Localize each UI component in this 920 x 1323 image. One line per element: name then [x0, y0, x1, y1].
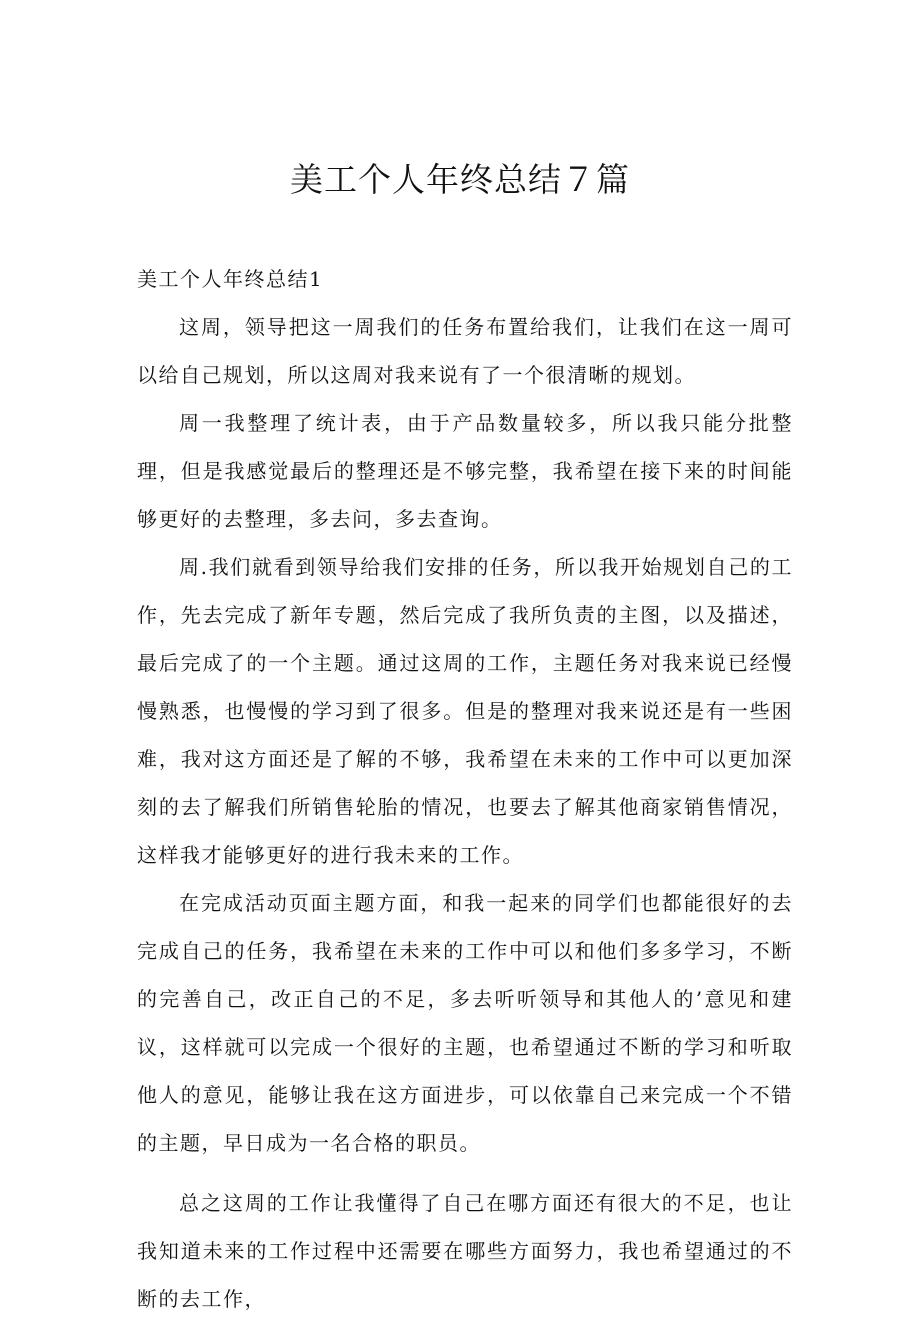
paragraph: 总之这周的工作让我懂得了自己在哪方面还有很大的不足，也让我知道未来的工作过程中还需要在哪些方面努力，我也希望通过的不断的去工作， — [137, 1191, 793, 1311]
paragraph: 周.我们就看到领导给我们安排的任务，所以我开始规划自己的工作，先去完成了新年专题，然后完成了我所负责的主图，以及描述，最后完成了的一个主题。通过这周的工作，主题任务对我来说已经慢慢熟悉，也慢慢的学习到了很多。但是的整理对我来说还是有一些困难，我对这方面还是了解的不够，我希望在未来的工作中可以更加深刻的去了解我们所销售轮胎的情况，也要去了解其他商家销售情况，这样我才能够更好的进行我未来的工作。 — [137, 555, 793, 867]
section-heading: 美工个人年终总结1 — [137, 267, 324, 291]
paragraph: 这周，领导把这一周我们的任务布置给我们，让我们在这一周可以给自己规划，所以这周对我来说有了一个很清晰的规划。 — [137, 315, 793, 387]
document-body — [137, 255, 793, 1323]
paragraph: 周一我整理了统计表，由于产品数量较多，所以我只能分批整理，但是我感觉最后的整理还是不够完整，我希望在接下来的时间能够更好的去整理，多去问，多去查询。 — [137, 411, 793, 531]
document-title: 美工个人年终总结７篇 — [290, 160, 630, 199]
paragraph: 在完成活动页面主题方面，和我一起来的同学们也都能很好的去完成自己的任务，我希望在未来的工作中可以和他们多多学习，不断的完善自己，改正自己的不足，多去听听领导和其他人的’意见和建议，这样就可以完成一个很好的主题，也希望通过不断的学习和听取他人的意见，能够让我在这方面进步，可以依靠自己来完成一个不错的主题，早日成为一名合格的职员。 — [137, 891, 793, 1155]
